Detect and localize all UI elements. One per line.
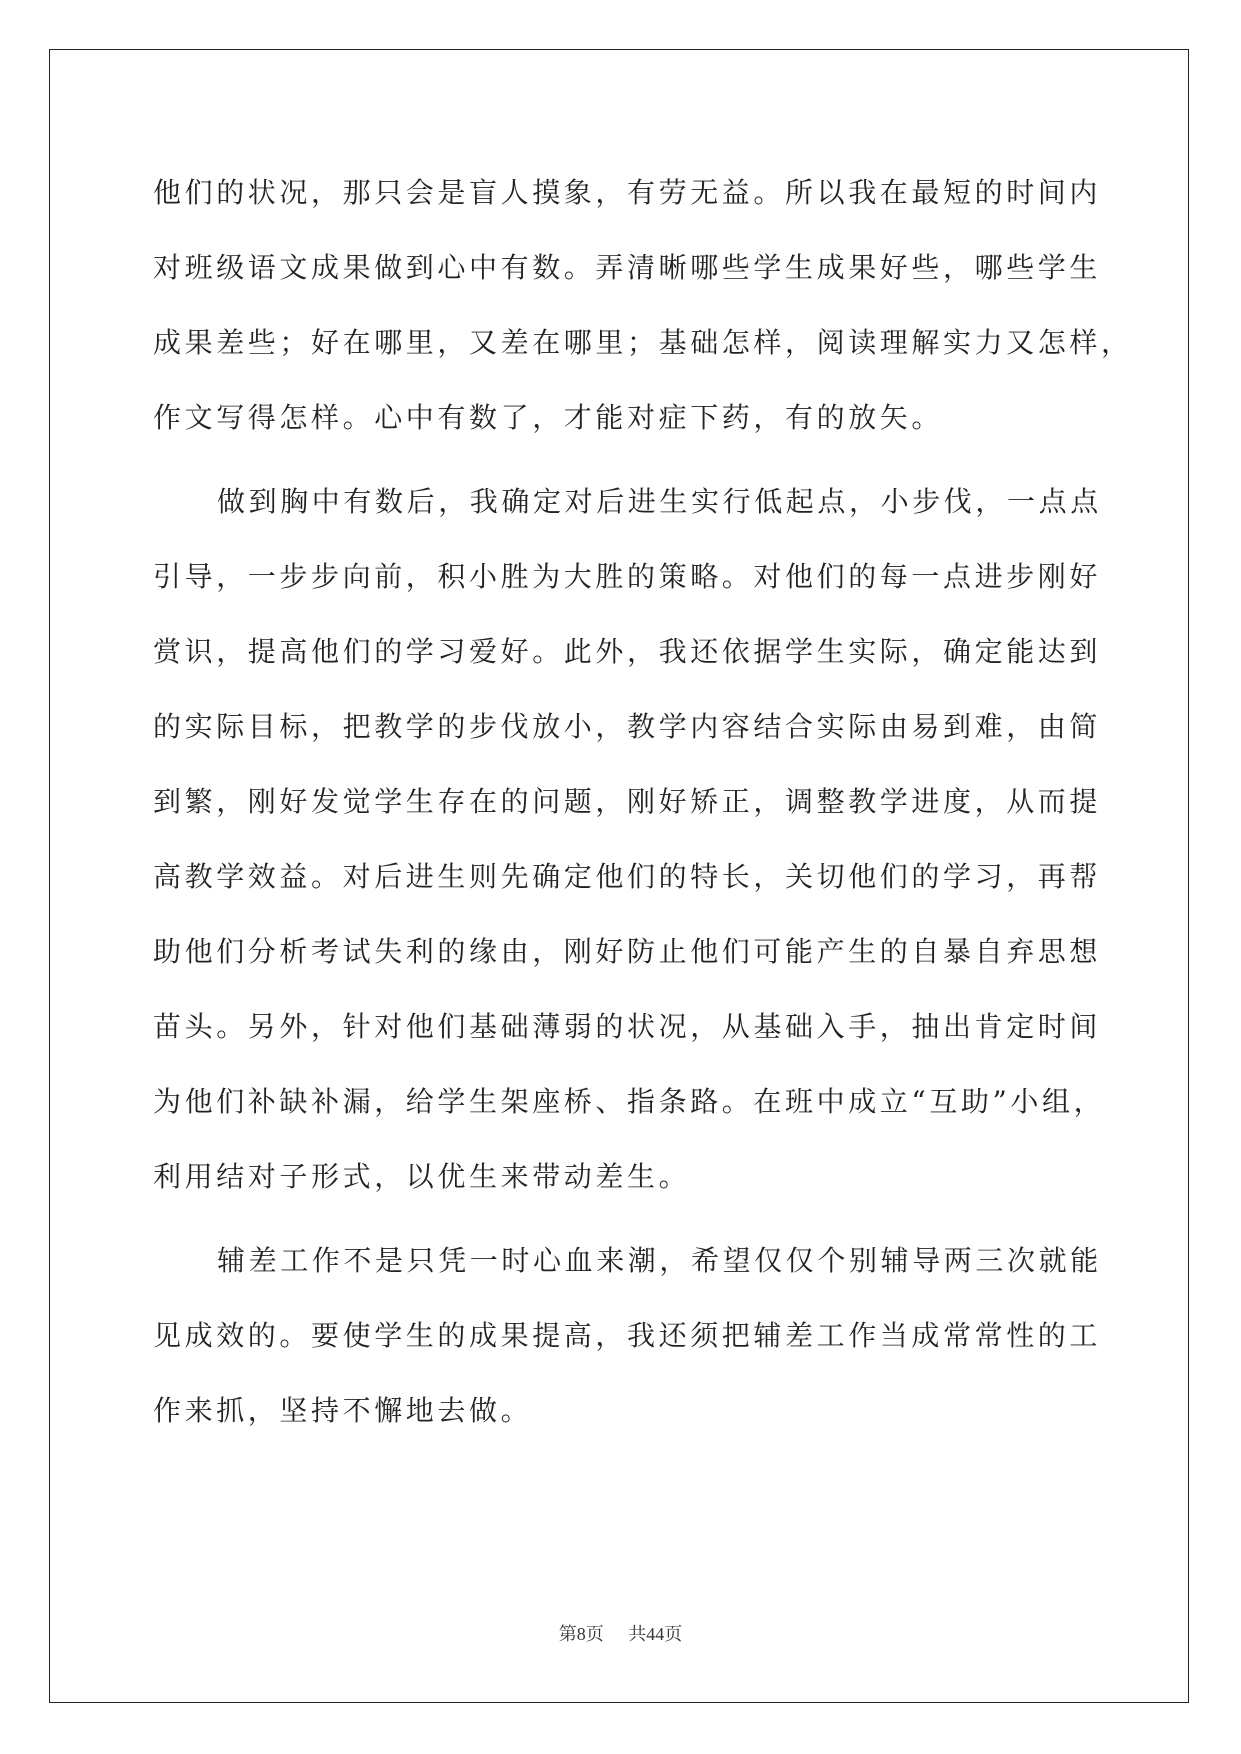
paragraph-3 <box>153 1223 1102 1448</box>
page-number: 第8页 <box>558 1624 604 1644</box>
document-body <box>153 155 1133 1448</box>
text-line: 苗头。另外，针对他们基础薄弱的状况，从基础入手，抽出肯定时间 <box>153 1010 1102 1043</box>
text-line: 辅差工作不是只凭一时心血来潮，希望仅仅个别辅导两三次就能 <box>217 1244 1102 1277</box>
text-line: 见成效的。要使学生的成果提高，我还须把辅差工作当成常常性的工 <box>153 1319 1102 1352</box>
paragraph-1 <box>153 155 1133 455</box>
text-line: 引导，一步步向前，积小胜为大胜的策略。对他们的每一点进步刚好 <box>153 560 1102 593</box>
text-line: 为他们补缺补漏，给学生架座桥、指条路。在班中成立“互助”小组， <box>153 1085 1106 1118</box>
text-line: 对班级语文成果做到心中有数。弄清晰哪些学生成果好些，哪些学生 <box>153 251 1102 284</box>
text-line: 做到胸中有数后，我确定对后进生实行低起点，小步伐，一点点 <box>217 485 1102 518</box>
text-line: 他们的状况，那只会是盲人摸象，有劳无益。所以我在最短的时间内 <box>153 176 1102 209</box>
text-line: 利用结对子形式，以优生来带动差生。 <box>153 1160 691 1193</box>
text-line: 成果差些；好在哪里，又差在哪里；基础怎样，阅读理解实力又怎样， <box>153 326 1133 359</box>
text-line: 助他们分析考试失利的缘由，刚好防止他们可能产生的自暴自弃思想 <box>153 935 1102 968</box>
text-line: 作来抓，坚持不懈地去做。 <box>153 1394 533 1427</box>
page-total: 共44页 <box>628 1624 683 1644</box>
paragraph-2 <box>153 464 1106 1214</box>
text-line: 赏识，提高他们的学习爱好。此外，我还依据学生实际，确定能达到 <box>153 635 1102 668</box>
text-line: 作文写得怎样。心中有数了，才能对症下药，有的放矢。 <box>153 401 944 434</box>
text-line: 高教学效益。对后进生则先确定他们的特长，关切他们的学习，再帮 <box>153 860 1102 893</box>
page-footer <box>0 1620 1241 1646</box>
text-line: 到繁，刚好发觉学生存在的问题，刚好矫正，调整教学进度，从而提 <box>153 785 1102 818</box>
text-line: 的实际目标，把教学的步伐放小，教学内容结合实际由易到难，由简 <box>153 710 1102 743</box>
